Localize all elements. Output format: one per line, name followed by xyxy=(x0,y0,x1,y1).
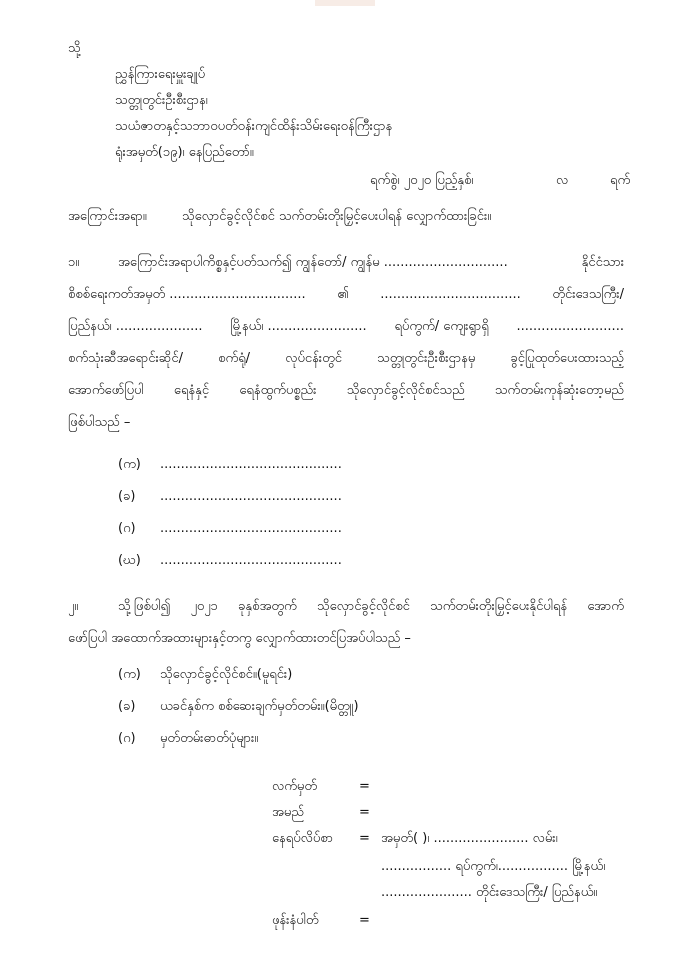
para2-item-value: ယခင်နှစ်က စစ်ဆေးချက်မှတ်တမ်း။(မိတ္တူ) xyxy=(160,699,359,714)
para1-item-value: ............................................ xyxy=(160,553,342,568)
para2-line-1-seg-4: သိုလှောင်ခွင့်လိုင်စင် xyxy=(317,599,410,614)
name-label: အမည် xyxy=(272,805,304,820)
phone-label: ဖုန်းနံပါတ် xyxy=(272,913,319,928)
signature-label: လက်မှတ် xyxy=(272,779,317,794)
para1-item-value: ............................................ xyxy=(160,457,342,472)
para1-line-6: ဖြစ်ပါသည် – xyxy=(68,415,131,430)
para1-line-1 xyxy=(118,256,624,269)
para2-line-1 xyxy=(118,600,624,613)
para1-item-label: (ခ) xyxy=(118,489,136,504)
para1-line-3-seg-3: ရပ်ကွက်/ ကျေးရွာရှိ xyxy=(394,319,489,334)
para1-line-2 xyxy=(68,288,624,301)
para1-line-4 xyxy=(68,352,624,365)
para1-item-label: (က) xyxy=(118,457,141,472)
address-equals: = xyxy=(359,831,370,846)
para1-line-2-seg-3: .................................. xyxy=(380,287,521,302)
para2-item-value: သိုလှောင်ခွင့်လိုင်စင်။(မူရင်း) xyxy=(160,667,293,682)
para2-line-1-seg-3: ခုနှစ်အတွက် xyxy=(238,599,297,614)
para1-line-5-seg-2: ရေနံနှင့် xyxy=(173,383,210,398)
para1-line-3-seg-1: ပြည်နယ်၊ ..................... xyxy=(68,319,203,334)
para1-line-2-seg-4: တိုင်းဒေသကြီး/ xyxy=(552,287,624,302)
para1-line-4-seg-2: စက်ရုံ/ xyxy=(218,351,251,366)
phone-equals: = xyxy=(359,913,370,928)
para2-item-label: (က) xyxy=(118,667,141,682)
para1-line-5-seg-4: သိုလှောင်ခွင့်လိုင်စင်သည် xyxy=(346,383,465,398)
para1-line-3 xyxy=(68,320,624,333)
to-label: သို့ xyxy=(68,41,81,56)
para2-line-2: ဖော်ပြပါ အထောက်အထားများနှင့်တကွ လျှောက်ထားတင်ပြအပ်ပါသည် – xyxy=(68,631,411,646)
para1-line-1-text: အကြောင်းအရာပါကိစ္စနှင့်ပတ်သက်၍ ကျွန်တော်/ ကျွန်မ .............................. xyxy=(118,255,508,270)
para1-line-5-seg-5: သက်တမ်းကုန်ဆုံးတော့မည် xyxy=(494,383,624,398)
para1-item-label: (ဂ) xyxy=(118,521,136,536)
para2-line-1-seg-6: အောက် xyxy=(587,599,624,614)
para1-line-5-seg-3: ရေနံထွက်ပစ္စည်း xyxy=(239,383,317,398)
recipient-department: သတ္တုတွင်းဦးစီးဌာန၊ xyxy=(115,93,208,108)
name-equals: = xyxy=(359,805,370,820)
date-month: လ xyxy=(556,173,569,188)
subject-label: အကြောင်းအရာ။ xyxy=(68,209,147,224)
para2-item-label: (ခ) xyxy=(118,699,136,714)
top-edge-mark xyxy=(315,0,375,6)
para1-line-4-seg-1: စက်သုံးဆီအရောင်းဆိုင်/ xyxy=(68,351,183,366)
para1-line-4-seg-5: ခွင့်ပြုထုတ်ပေးထားသည့် xyxy=(510,351,624,366)
para1-item-value: ............................................ xyxy=(160,489,342,504)
address-line-3: ...................... တိုင်းဒေသကြီး/ ပြည်နယ်။ xyxy=(381,885,598,900)
recipient-office: ရုံးအမှတ်(၁၉)၊ နေပြည်တော်။ xyxy=(115,145,254,160)
signature-equals: = xyxy=(359,779,370,794)
address-line-1: အမှတ်( )၊ ....................... လမ်း၊ xyxy=(381,831,558,846)
para1-item-value: ............................................ xyxy=(160,521,342,536)
date-line: ရက်စွဲ၊ ၂၀၂၀ ပြည့်နှစ်၊ xyxy=(370,173,474,188)
para1-item-label: (ဃ) xyxy=(118,553,141,568)
para1-line-3-seg-2: မြို့နယ်၊ ........................ xyxy=(230,319,367,334)
para2-item-value: မှတ်တမ်းဓာတ်ပုံများ။ xyxy=(160,731,259,746)
para1-number: ၁။ xyxy=(68,255,80,270)
para1-line-2-seg-1: စိစစ်ရေးကတ်အမှတ် ................................. xyxy=(68,287,306,302)
para2-line-1-seg-1: သို့ဖြစ်ပါ၍ xyxy=(118,599,171,614)
para1-line-4-seg-3: လုပ်ငန်းတွင် xyxy=(285,351,342,366)
recipient-ministry: သယံဇာတနှင့်သဘာဝပတ်ဝန်းကျင်ထိန်းသိမ်းရေးဝန်ကြီးဌာန xyxy=(115,119,393,134)
date-day: ရက် xyxy=(610,173,631,188)
para2-line-1-seg-2: ၂၀၂၁ xyxy=(190,599,218,614)
recipient-title: ညွှန်ကြားရေးမှူးချုပ် xyxy=(115,67,206,82)
para2-number: ၂။ xyxy=(68,599,79,614)
para1-line-5 xyxy=(68,384,624,397)
para1-line-2-seg-2: ၏ xyxy=(337,287,349,302)
para2-item-label: (ဂ) xyxy=(118,731,136,746)
para1-line-4-seg-4: သတ္တုတွင်းဦးစီးဌာနမှ xyxy=(377,351,476,366)
para1-line-1-end: နိုင်ငံသား xyxy=(581,255,624,270)
para1-line-3-seg-4: .......................... xyxy=(516,319,624,334)
address-label: နေရပ်လိပ်စာ xyxy=(272,831,333,846)
para1-line-5-seg-1: အောက်ဖော်ပြပါ xyxy=(68,383,144,398)
address-line-2: ................. ရပ်ကွက်၊................. မြို့နယ်၊ xyxy=(381,859,606,874)
para2-line-1-seg-5: သက်တမ်းတိုးမြှင့်ပေးနိုင်ပါရန် xyxy=(430,599,568,614)
subject-text: သိုလှောင်ခွင့်လိုင်စင် သက်တမ်းတိုးမြှင့်ပေးပါရန် လျှောက်ထားခြင်း။ xyxy=(182,209,492,224)
